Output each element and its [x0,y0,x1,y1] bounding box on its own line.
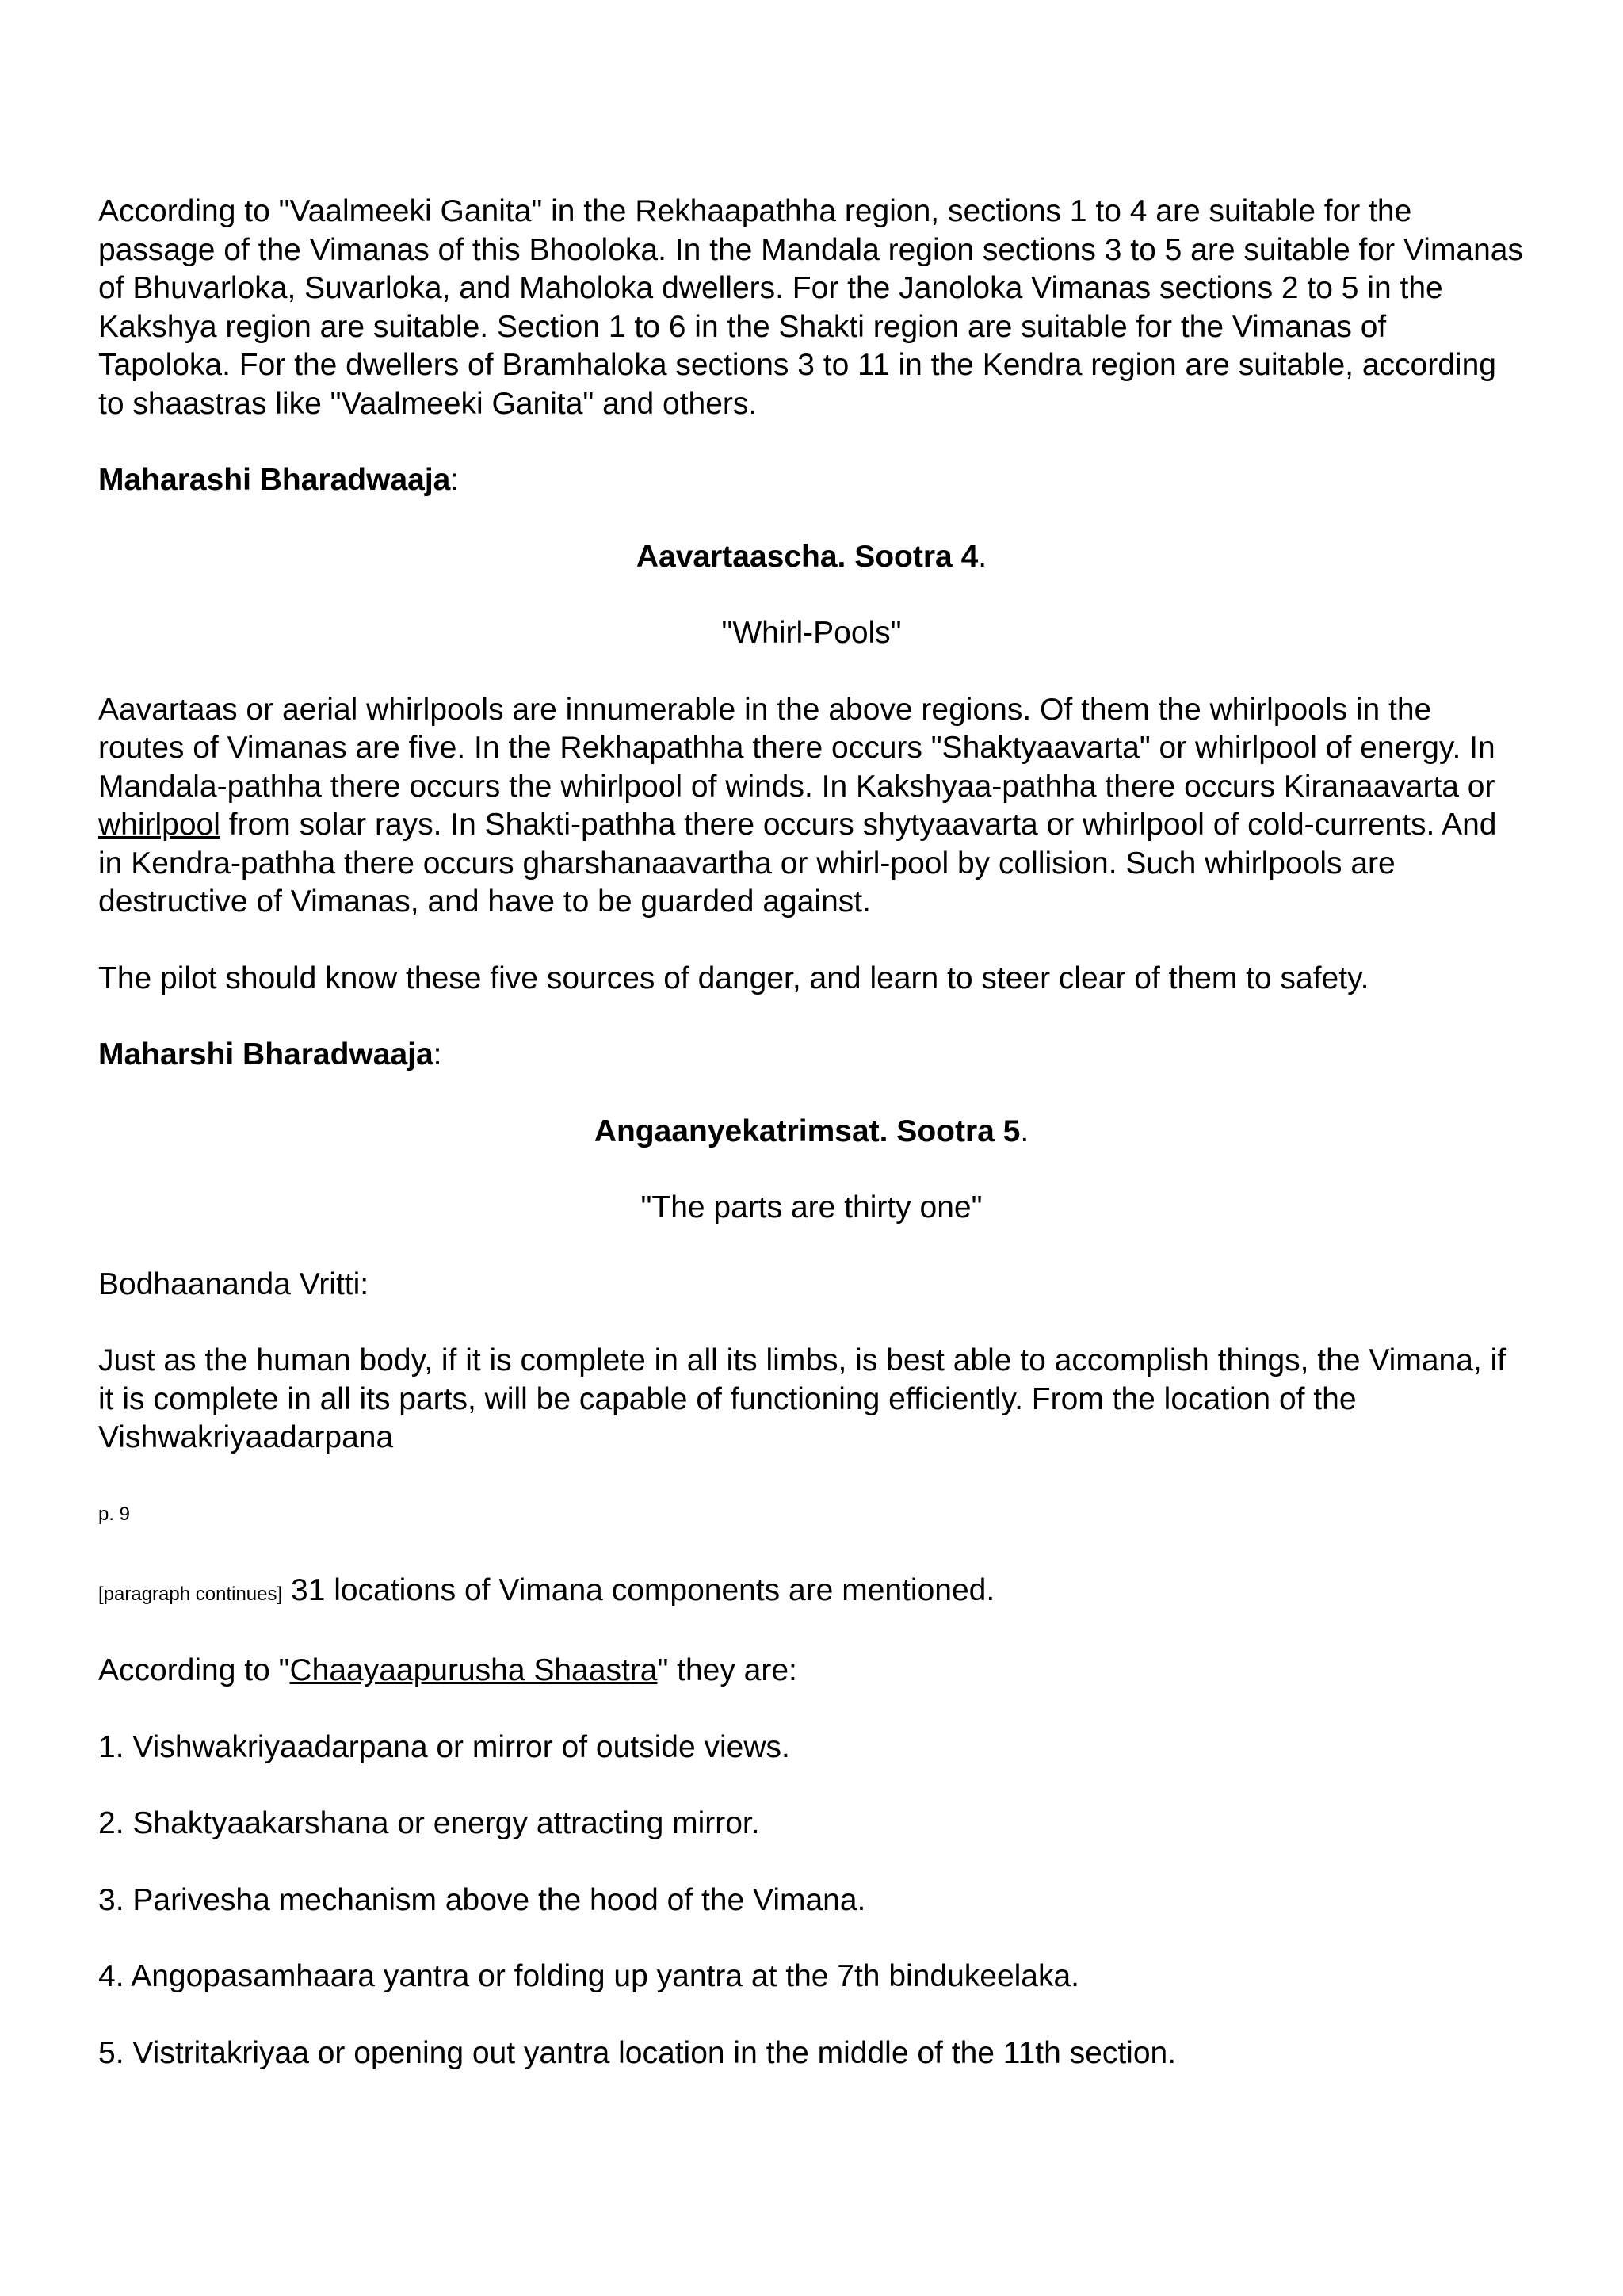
chaayaapurusha-text-a: According to " [98,1653,290,1687]
paragraph-continues-note: [paragraph continues] [98,1583,283,1605]
whirlpools-paragraph [98,691,1525,922]
pilot-paragraph: The pilot should know these five sources of danger, and learn to steer clear of them to safety. [98,961,1369,995]
intro-paragraph: According to "Vaalmeeki Ganita" in the Rekhaapathha region, sections 1 to 4 are suitable for the passage of the Vimanas of this Bhooloka. In the Mandala region sections 3 to 5 are suitable for Vimanas of Bhuvarloka, Suvarloka, and Maholoka dwellers. For the Janoloka Vimanas sections 2 to 5 in the Kakshya region are suitable. Section 1 to 6 in the Shakti region are suitable for the Vimanas of Tapoloka. For the dwellers of Bramhaloka sections 3 to 11 in the Kendra region are suitable, according to shaastras like "Vaalmeeki Ganita" and others. [98,194,1523,421]
whirlpool-link[interactable]: whirlpool [98,808,220,842]
speaker-colon-1: : [450,463,460,497]
page-number-marker: p. 9 [98,1503,131,1525]
human-body-paragraph: Just as the human body, if it is complete in all its limbs, is best able to accomplish things, the Vimana, if it is complete in all its parts, will be capable of functioning efficiently. From the location of the Vishwakriyaadarpana [98,1343,1507,1454]
list-item: 5. Vistritakriyaa or opening out yantra location in the middle of the 11th section. [98,2035,1177,2070]
speaker-name-2: Maharshi Bharadwaaja [98,1037,433,1072]
whirlpools-text-a: Aavartaas or aerial whirlpools are innumerable in the above regions. Of them the whirlpools in the routes of Vimanas are five. In the Rekhapathha there occurs "Shaktyaavarta" or whirlpool of energy. In Mandala-pathha there occurs the whirlpool of winds. In Kakshyaa-pathha there occurs Kiranaavarta or [98,692,1495,804]
list-item: 3. Parivesha mechanism above the hood of the Vimana. [98,1882,866,1917]
document-page [98,193,1525,2073]
sootra-5-heading [98,1113,1525,1152]
sootra-4-title: Aavartaascha. Sootra 4 [636,539,979,574]
sootra-5-translation: "The parts are thirty one" [640,1190,983,1224]
sootra-4-heading [98,538,1525,577]
list-item: 2. Shaktyaakarshana or energy attracting mirror. [98,1806,760,1840]
list-item: 4. Angopasamhaara yantra or folding up yantra at the 7th bindukeelaka. [98,1959,1080,1993]
locations-text: 31 locations of Vimana components are mentioned. [282,1572,995,1607]
list-item: 1. Vishwakriyaadarpana or mirror of outside views. [98,1729,790,1764]
sootra-5-period: . [1020,1114,1029,1148]
continued-paragraph [98,1572,1525,1614]
vritti-label: Bodhaananda Vritti: [98,1266,369,1301]
sootra-4-translation: "Whirl-Pools" [721,616,902,650]
chaayaapurusha-text-b: " they are: [657,1653,797,1687]
speaker-name-1: Maharashi Bharadwaaja [98,463,451,497]
sootra-5-title: Angaanyekatrimsat. Sootra 5 [594,1114,1021,1148]
whirlpools-text-b: from solar rays. In Shakti-pathha there occurs shytyaavarta or whirlpool of cold-currents. And in Kendra-pathha there occurs gharshanaavartha or whirl-pool by collision. Such whirlpools are destructive of Vimanas, and have to be guarded against. [98,808,1497,919]
chaayaapurusha-paragraph [98,1652,1525,1690]
speaker-colon-2: : [433,1037,442,1072]
speaker-heading-1 [98,461,1525,500]
chaayaapurusha-link[interactable]: Chaayaapurusha Shaastra [289,1653,658,1687]
sootra-4-period: . [978,539,987,574]
speaker-heading-2 [98,1036,1525,1075]
